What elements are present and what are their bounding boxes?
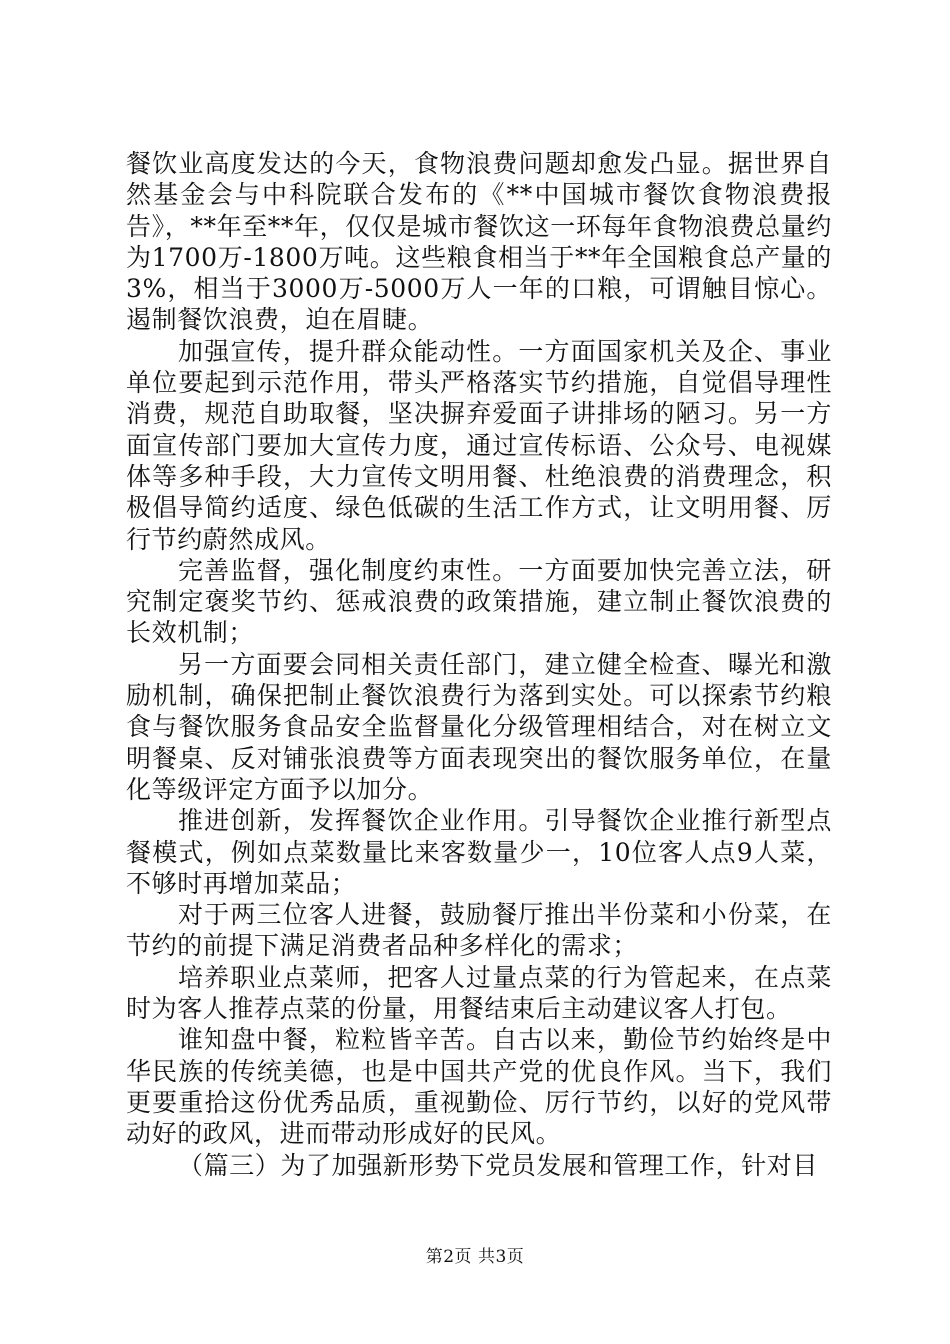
paragraph-intro: 餐饮业高度发达的今天，食物浪费问题却愈发凸显。据世界自然基金会与中科院联合发布的《**中国城市餐饮食物浪费报告》，**年至**年，仅仅是城市餐饮这一环每年食物浪费总量约为1700万-1800万吨。这些粮食相当于**年全国粮食总产量的3%，相当于3000万-5000万人一年的口粮，可谓触目惊心。遏制餐饮浪费，迫在眉睫。 xyxy=(126,149,832,335)
page-number-footer: 第2页 共3页 xyxy=(425,1247,525,1267)
document-body xyxy=(126,148,832,1181)
paragraph-small-portions: 对于两三位客人进餐，鼓励餐厅推出半份菜和小份菜，在节约的前提下满足消费者品种多样化的需求； xyxy=(126,900,832,961)
paragraph-supervision: 完善监督，强化制度约束性。一方面要加快完善立法，研究制定褒奖节约、惩戒浪费的政策措施，建立制止餐饮浪费的长效机制； xyxy=(126,555,832,648)
paragraph-part-three: （篇三）为了加强新形势下党员发展和管理工作，针对目 xyxy=(178,1150,819,1180)
paragraph-accountability: 另一方面要会同相关责任部门，建立健全检查、曝光和激励机制，确保把制止餐饮浪费行为落到实处。可以探索节约粮食与餐饮服务食品安全监督量化分级管理相结合，对在树立文明餐桌、反对铺张浪费等方面表现突出的餐饮服务单位，在量化等级评定方面予以加分。 xyxy=(126,649,832,804)
paragraph-innovation: 推进创新，发挥餐饮企业作用。引导餐饮企业推行新型点餐模式，例如点菜数量比来客数量少一，10位客人点9人菜，不够时再增加菜品； xyxy=(126,806,832,898)
paragraph-ordering-advisor: 培养职业点菜师，把客人过量点菜的行为管起来，在点菜时为客人推荐点菜的份量，用餐结束后主动建议客人打包。 xyxy=(126,962,832,1024)
paragraph-conclusion: 谁知盘中餐，粒粒皆辛苦。自古以来，勤俭节约始终是中华民族的传统美德，也是中国共产党的优良作风。当下，我们更要重拾这份优秀品质，重视勤俭、厉行节约，以好的党风带动好的政风，进而带动形成好的民风。 xyxy=(126,1025,832,1149)
paragraph-publicity: 加强宣传，提升群众能动性。一方面国家机关及企、事业单位要起到示范作用，带头严格落实节约措施，自觉倡导理性消费，规范自助取餐，坚决摒弃爱面子讲排场的陋习。另一方面宣传部门要加大宣传力度，通过宣传标语、公众号、电视媒体等多种手段，大力宣传文明用餐、杜绝浪费的消费理念，积极倡导简约适度、绿色低碳的生活工作方式，让文明用餐、厉行节约蔚然成风。 xyxy=(126,336,832,554)
